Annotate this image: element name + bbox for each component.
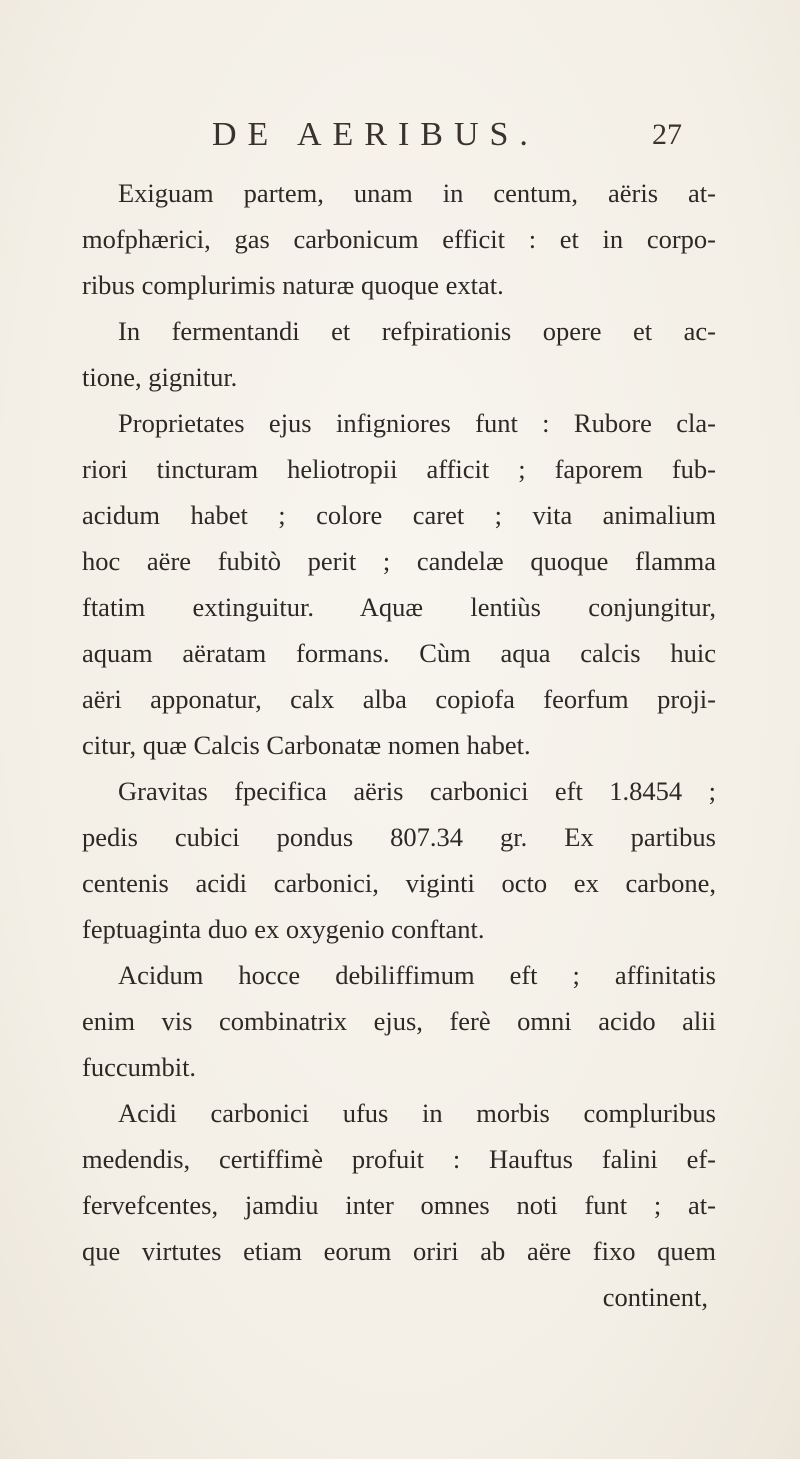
text-line: In fermentandi et refpirationis opere et ac- (118, 316, 716, 346)
text-line: ribus complurimis naturæ quoque extat. (82, 270, 504, 300)
text-line: tione, gignitur. (82, 362, 238, 392)
text-line: Proprietates ejus infigniores funt : Rubore cla- (118, 408, 716, 438)
text-line: citur, quæ Calcis Carbonatæ nomen habet. (82, 730, 531, 760)
text-line: pedis cubici pondus 807.34 gr. Ex partibus (82, 822, 716, 852)
text-line: fervefcentes, jamdiu inter omnes noti funt ; at- (82, 1190, 716, 1220)
running-title: DE AERIBUS. (212, 116, 539, 153)
page-header (212, 116, 682, 164)
text-line: medendis, certiffimè profuit : Hauftus falini ef- (82, 1144, 716, 1174)
text-line: centenis acidi carbonici, viginti octo ex carbone, (82, 868, 716, 898)
text-line: aëri apponatur, calx alba copiofa feorfum proji- (82, 684, 716, 714)
text-line: aquam aëratam formans. Cùm aqua calcis huic (82, 638, 716, 668)
text-line: que virtutes etiam eorum oriri ab aëre fixo quem (82, 1236, 716, 1266)
text-line: Acidi carbonici ufus in morbis compluribus (118, 1098, 716, 1128)
body-text (82, 170, 716, 1320)
text-line: fuccumbit. (82, 1052, 197, 1082)
text-line: mofphærici, gas carbonicum efficit : et in corpo- (82, 224, 716, 254)
page-number: 27 (652, 118, 682, 151)
text-line: Exiguam partem, unam in centum, aëris at- (118, 178, 716, 208)
text-line: Acidum hocce debiliffimum eft ; affinitatis (118, 960, 716, 990)
text-line: acidum habet ; colore caret ; vita animalium (82, 500, 716, 530)
text-line: riori tincturam heliotropii afficit ; faporem fub- (82, 454, 716, 484)
text-line: Gravitas fpecifica aëris carbonici eft 1.8454 ; (118, 776, 716, 806)
text-line: enim vis combinatrix ejus, ferè omni acido alii (82, 1006, 716, 1036)
text-line: ftatim extinguitur. Aquæ lentiùs conjungitur, (82, 592, 716, 622)
text-line: hoc aëre fubitò perit ; candelæ quoque flamma (82, 546, 716, 576)
catchword: continent, (602, 1282, 708, 1312)
text-line: feptuaginta duo ex oxygenio conftant. (82, 914, 485, 944)
